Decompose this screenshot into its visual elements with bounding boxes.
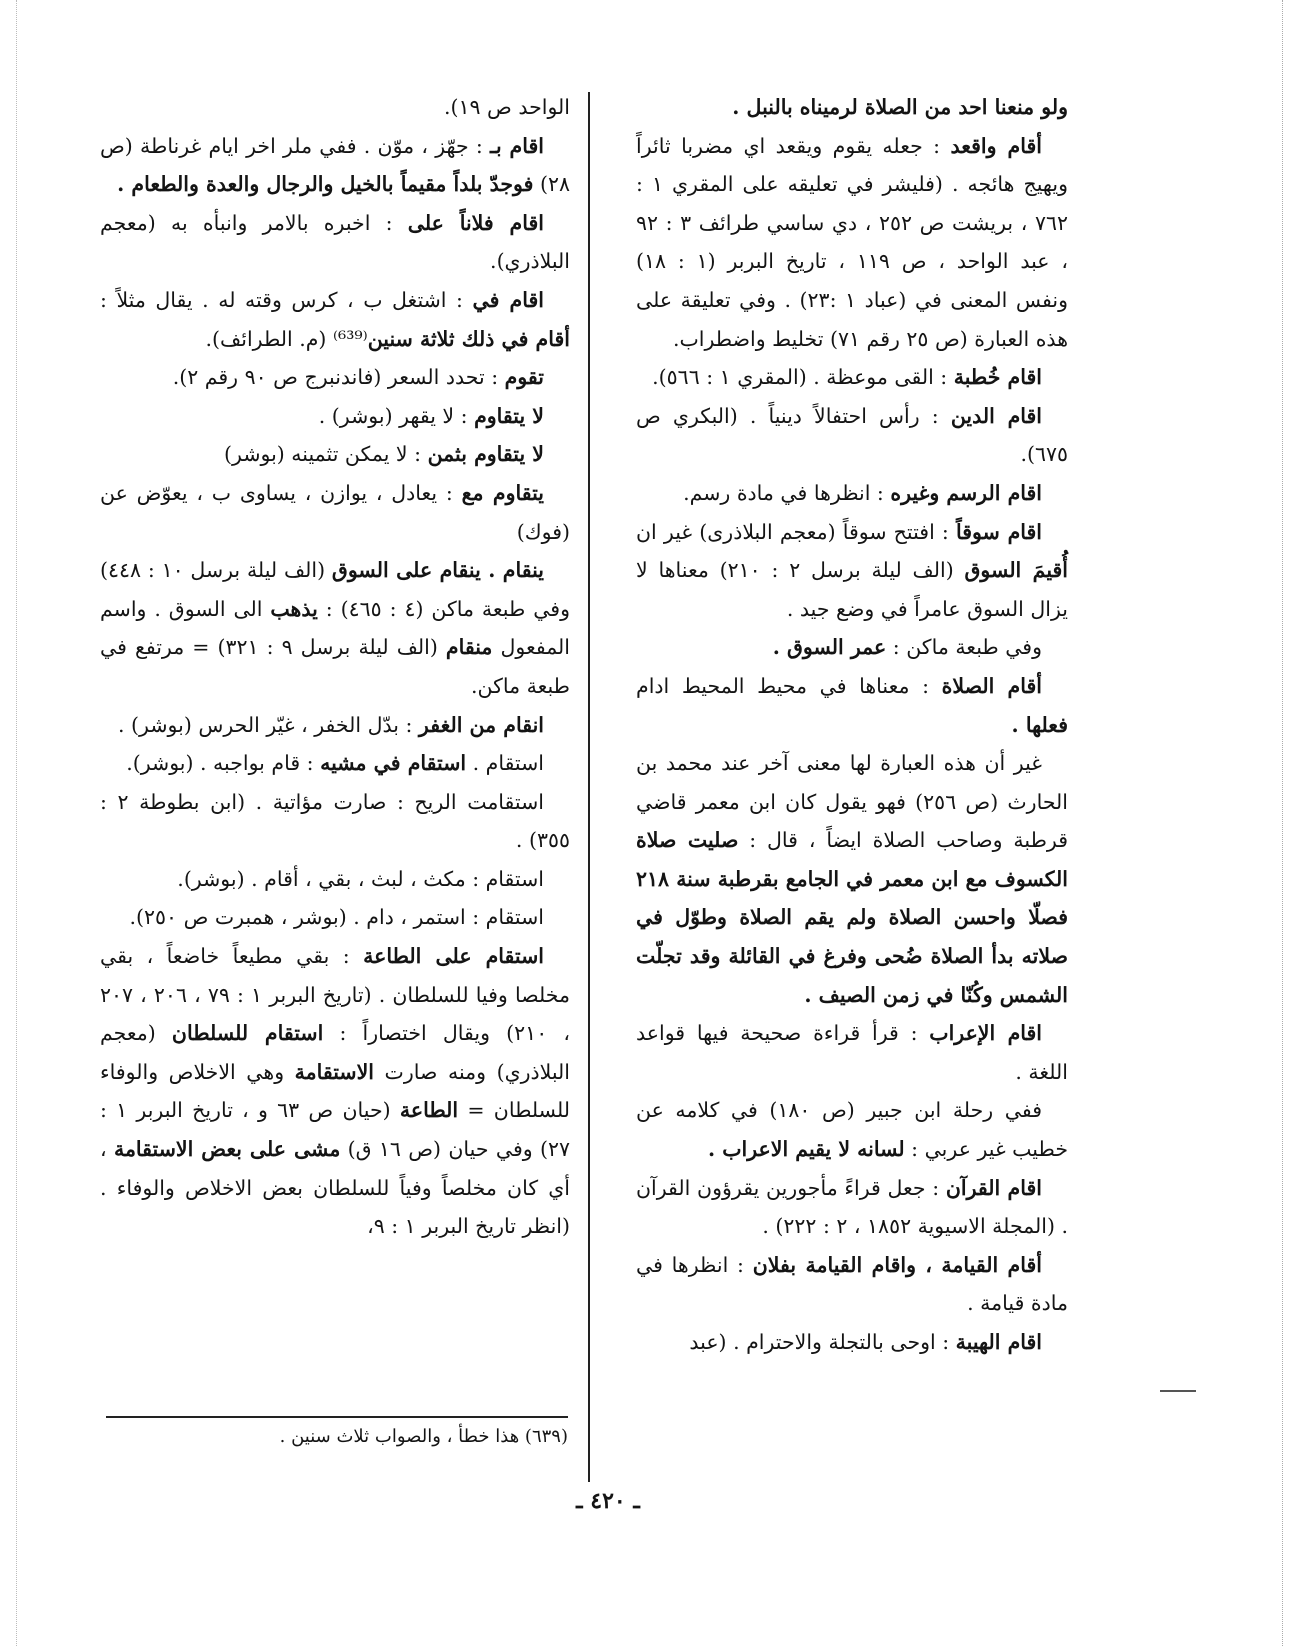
entry-paragraph	[636, 1014, 1068, 1091]
headword: اقام القرآن	[945, 1175, 1042, 1200]
headword: استقام للسلطان	[171, 1021, 324, 1046]
entry-text: : قرأ قراءة صحيحة فيها قواعد اللغة .	[636, 1021, 1068, 1084]
entry-paragraph	[636, 1246, 1068, 1323]
headword: اقام فلاناً على	[407, 210, 544, 235]
entry-paragraph	[100, 127, 570, 204]
headword: اقام الهيبة	[955, 1330, 1042, 1354]
entry-text: : يعادل ، يوازن ، يساوى ب ، يعوّض عن (فوك)	[100, 480, 570, 544]
entry-text: : انظرها في مادة رسم.	[683, 480, 891, 505]
headword: أقام الصلاة	[941, 673, 1042, 698]
headword: يتقاوم مع	[461, 480, 544, 505]
headword: اقام الرسم وغيره	[890, 480, 1042, 505]
entry-paragraph	[100, 744, 570, 783]
entry-paragraph	[100, 474, 570, 551]
entry-paragraph	[100, 397, 570, 436]
headword: اقام الدين	[950, 403, 1043, 428]
headword: أقام في ذلك ثلاثة سنين	[367, 326, 570, 351]
entry-text: استقام .	[466, 751, 544, 776]
headword: اقام الإعراب	[929, 1021, 1043, 1046]
entry-paragraph	[636, 397, 1068, 474]
entry-text: الواحد ص ١٩).	[443, 95, 570, 119]
entry-text: الى السوق . واسم المفعول	[100, 596, 570, 660]
entry-text: : لا يمكن تثمينه (بوشر)	[224, 442, 428, 467]
headword: استقام على الطاعة	[363, 944, 544, 969]
headword: تقوم	[504, 365, 544, 390]
entry-text: استقام : مكث ، لبث ، بقي ، أقام . (بوشر).	[177, 866, 544, 891]
headword: لا يتقاوم بثمن	[427, 442, 544, 467]
entry-text: وهي الاخلاص والوفاء للسلطان =	[100, 1059, 570, 1123]
headword: اقام في	[472, 287, 544, 312]
entry-text: ، أي كان مخلصاً وفياً للسلطان بعض الاخلاص والوفاء . (انظر تاريخ البربر ١ : ٩،	[100, 1137, 570, 1239]
entry-paragraph	[100, 937, 570, 1246]
entry-text: استقام : استمر ، دام . (بوشر ، همبرت ص ٢٥٠).	[129, 905, 544, 930]
headword: لسانه لا يقيم الاعراب .	[707, 1137, 905, 1162]
entry-paragraph	[636, 88, 1068, 127]
entry-text: : لا يقهر (بوشر) .	[318, 403, 475, 428]
entry-paragraph	[100, 783, 570, 860]
entry-text: : معناها في محيط المحيط ادام	[636, 673, 942, 698]
entry-text: : بقي مطيعاً خاضعاً ، بقي مخلصا وفيا للسلطان . (تاريخ البربر ١ : ٧٩ ، ٢٠٦ ، ٢٠٧ ، ٢١٠) ويقال اختصاراً :	[100, 944, 571, 1046]
entry-text: وفي طبعة ماكن :	[886, 635, 1042, 660]
headword: استقام في مشيه	[320, 751, 467, 776]
entry-text: : جعله يقوم ويقعد اي مضربا ثائراً ويهيج هائجه . (فليشر في تعليقه على المقري ١ : ٧٦٢ ، بريشت ص ٢٥٢ ، دي ساسي طرائف ٣ : ٩٢ ، عبد الواحد ، ص ١١٩ ، تاريخ البربر (١ : ١٨) ونفس المعنى في (عباد ١ :٢٣) . وفي تعليقة على هذه العبارة (ص ٢٥ رقم ٧١) تخليط واضطراب.	[636, 133, 1069, 351]
headword: أُقيمَ السوق	[964, 558, 1069, 583]
scan-edge-right	[1282, 0, 1284, 1646]
entry-paragraph	[100, 358, 570, 397]
entry-text: (حيان ص ٦٣ و ، تاريخ البربر ١ : ٢٧) وفي حيان (ص ١٦ ق)	[100, 1098, 571, 1162]
left-column	[100, 88, 570, 1246]
headword: لا يتقاوم	[474, 403, 544, 428]
entry-text: غير أن هذه العبارة لها معنى آخر عند محمد بن الحارث (ص ٢٥٦) فهو يقول كان ابن معمر قاضي قرطبة وصاحب الصلاة ايضاً ، قال :	[636, 751, 1069, 853]
entry-paragraph	[636, 127, 1068, 359]
entry-text: : بدّل الخفر ، غيّر الحرس (بوشر) .	[118, 712, 419, 737]
entry-text: : جعل قراءً مأجورين يقرؤون القرآن . (المجلة الاسيوية ١٨٥٢ ، ٢ : ٢٢٢) .	[636, 1175, 1068, 1239]
headword: اقام خُطبة	[953, 365, 1042, 390]
entry-text: : افتتح سوقاً (معجم البلاذرى) غير ان	[636, 519, 956, 544]
headword: الطاعة	[399, 1098, 459, 1123]
entry-text: : تحدد السعر (فاندنبرج ص ٩٠ رقم ٢).	[172, 365, 505, 390]
entry-text: : القى موعظة . (المقري ١ : ٥٦٦).	[652, 365, 954, 390]
entry-text: ⁽⁶³⁹⁾ (م. الطرائف).	[205, 326, 368, 351]
entry-text: (الف ليلة برسل ١٠ : ٤٤٨) وفي طبعة ماكن (٤ : ٤٦٥) :	[100, 558, 571, 621]
entry-paragraph	[100, 898, 570, 937]
headword: الاستقامة	[294, 1059, 374, 1084]
headword: أقام واقعد	[950, 133, 1042, 158]
headword: مشى على بعض الاستقامة	[113, 1137, 341, 1162]
entry-paragraph	[100, 88, 570, 127]
headword: فوجدّ بلداً مقيماً بالخيل والرجال والعدة والطعام .	[117, 172, 534, 197]
headword: ولو منعنا احد من الصلاة لرميناه بالنبل .	[732, 95, 1068, 119]
scan-edge-mark	[1160, 1390, 1196, 1392]
column-divider	[588, 92, 590, 1482]
entry-paragraph	[636, 667, 1068, 744]
footnote: (٦٣٩) هذا خطأ ، والصواب ثلاث سنين .	[279, 1426, 568, 1447]
entry-paragraph	[100, 706, 570, 745]
entry-paragraph	[100, 435, 570, 474]
headword: يذهب	[270, 596, 318, 621]
headword: منقام	[445, 635, 493, 660]
footnote-rule	[106, 1416, 568, 1418]
entry-text: استقامت الريح : صارت مؤاتية . (ابن بطوطة ٢ : ٣٥٥) .	[100, 789, 570, 853]
headword: فعلها .	[1011, 712, 1068, 737]
entry-paragraph	[100, 281, 570, 358]
headword: ينقام . ينقام على السوق	[331, 558, 544, 583]
entry-text: (معجم البلاذري) ومنه صارت	[100, 1021, 570, 1084]
right-column	[636, 88, 1068, 1362]
entry-paragraph	[636, 1323, 1068, 1362]
entry-text: : اوحى بالتجلة والاحترام . (عبد	[689, 1330, 956, 1354]
entry-paragraph	[636, 474, 1068, 513]
entry-paragraph	[100, 551, 570, 705]
entry-text: ففي رحلة ابن جبير (ص ١٨٠) في كلامه عن خطيب غير عربي :	[636, 1098, 1068, 1162]
entry-paragraph	[100, 204, 570, 281]
entry-paragraph	[636, 358, 1068, 397]
entry-text: : رأس احتفالاً دينياً . (البكري ص ٦٧٥).	[636, 403, 1068, 467]
entry-paragraph	[636, 1091, 1068, 1168]
entry-text: : جهّز ، موّن . ففي ملر اخر ايام غرناطة (ص ٢٨)	[100, 133, 570, 197]
headword: صليت صلاة الكسوف مع ابن معمر في الجامع بقرطبة سنة ٢١٨ فصلّا واحسن الصلاة ولم يقم الصلاة وطوّل في صلاته بدأ الصلاة ضُحى وفرغ في القائلة وقد تجلّت الشمس وكُنّا في زمن الصيف .	[636, 828, 1068, 1007]
entry-text: (الف ليلة برسل ٩ : ٣٢١) = مرتفع في طبعة ماكن.	[100, 635, 570, 698]
headword: عمر السوق .	[772, 635, 887, 660]
entry-paragraph	[636, 628, 1068, 667]
entry-text: : قام بواجبه . (بوشر).	[126, 751, 321, 776]
page-number: ـ ٤٢٠ ـ	[576, 1488, 640, 1514]
scan-edge-left	[16, 0, 18, 1646]
headword: اقام سوقاً	[955, 519, 1042, 544]
entry-text: : انظرها في مادة قيامة .	[636, 1252, 1068, 1316]
headword: اقام بـ	[490, 133, 544, 158]
entry-paragraph	[636, 744, 1068, 1014]
entry-paragraph	[636, 1169, 1068, 1246]
entry-paragraph	[100, 860, 570, 899]
entry-paragraph	[636, 513, 1068, 629]
headword: أقام القيامة ، واقام القيامة بفلان	[752, 1252, 1042, 1277]
entry-text: : اشتغل ب ، كرس وقته له . يقال مثلاً :	[100, 287, 473, 312]
entry-text: : اخبره بالامر وانبأه به (معجم البلاذري).	[100, 210, 570, 274]
entry-text: (الف ليلة برسل ٢ : ٢١٠) معناها لا يزال السوق عامراً في وضع جيد .	[636, 558, 1068, 621]
headword: انقام من الغفر	[418, 712, 544, 737]
